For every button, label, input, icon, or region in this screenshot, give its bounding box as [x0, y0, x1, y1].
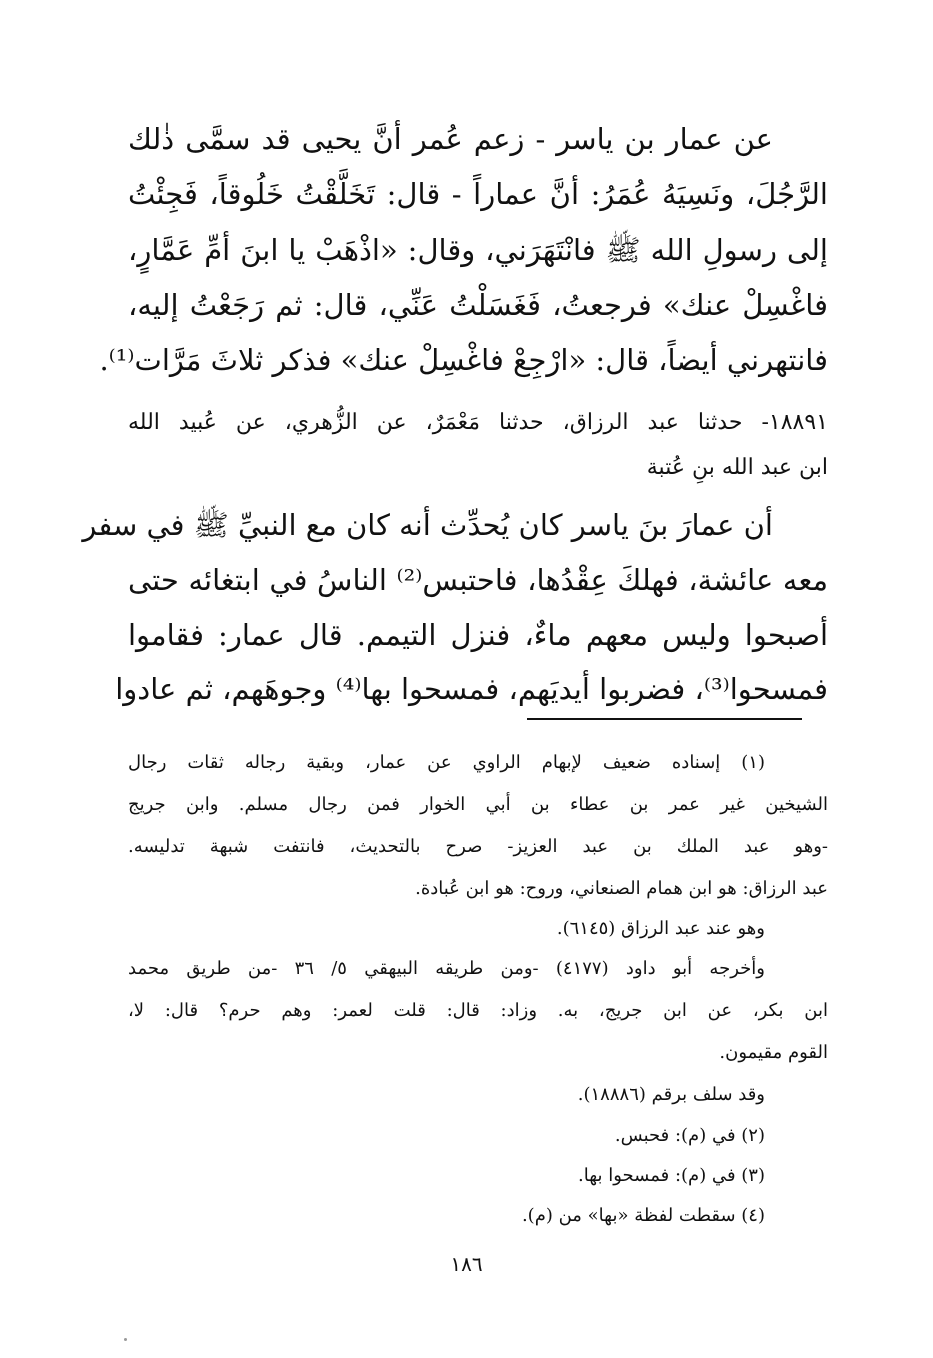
- scan-speck: [124, 1338, 127, 1341]
- page-number: ١٨٦: [450, 1252, 483, 1276]
- hadith-text-line: فمسحوا⁽³⁾، فضربوا أيديَهم، فمسحوا بها⁽⁴⁾ وجوهَهم، ثم عادوا: [115, 672, 828, 706]
- hadith-chain-line: ١٨٨٩١- حدثنا عبد الرزاق، حدثنا مَعْمَرٌ، عن الزُّهري، عن عُبيد الله: [128, 410, 828, 435]
- footnote-line: القوم مقيمون.: [719, 1042, 828, 1063]
- main-text-line: الرَّجُلَ، ونَسِيَهُ عُمَرُ: أنَّ عماراً - قال: تَخَلَّقْتُ خَلُوقاً، فَجِئْتُ: [128, 177, 828, 211]
- footnote-line: (٤) سقطت لفظة «بها» من (م).: [521, 1205, 765, 1226]
- hadith-chain-line: ابن عبد الله بنِ عُتبة: [646, 455, 828, 480]
- footnote-line: (٢) في (م): فحبس.: [614, 1125, 765, 1146]
- footnote-line: وهو عند عبد الرزاق (٦١٤٥).: [556, 918, 765, 939]
- footnote-line: وأخرجه أبو داود (٤١٧٧) -ومن طريقه البيهقي ٥/ ٣٦ -من طريق محمد: [128, 958, 765, 979]
- footnote-line: عبد الرزاق: هو ابن همام الصنعاني، وروح: هو ابن عُبادة.: [415, 878, 828, 899]
- hadith-text-line: أن عمارَ بنَ ياسر كان يُحدِّث أنه كان مع النبيِّ ﷺ في سفر: [82, 508, 773, 542]
- footnote-line: الشيخين غير عمر بن عطاء بن أبي الخوار فمن رجال مسلم. وابن جريج: [128, 794, 828, 815]
- hadith-text-line: أصبحوا وليس معهم ماءٌ، فنزل التيمم. قال عمار: فقاموا: [128, 618, 828, 652]
- main-text-line: فانتهرني أيضاً، قال: «ارْجِعْ فاغْسِلْ عنك» فذكر ثلاثَ مَرَّات⁽¹⁾.: [99, 343, 828, 377]
- footnote-divider: [527, 718, 802, 720]
- footnote-line: وقد سلف برقم (١٨٨٨٦).: [577, 1084, 765, 1105]
- footnote-line: (١) إسناده ضعيف لإبهام الراوي عن عمار، وبقية رجاله ثقات رجال: [128, 752, 765, 773]
- footnote-line: ابن بكر، عن ابن جريج، به. وزاد: قال: قلت لعمر: وهم حرم؟ قال: لا،: [128, 1000, 828, 1021]
- main-text-line: فاغْسِلْ عنك» فرجعتُ، فَغَسَلْتُ عَنِّي، قال: ثم رَجَعْتُ إليه،: [128, 288, 828, 322]
- hadith-text-line: معه عائشة، فهلكَ عِقْدُها، فاحتبس⁽²⁾ الناسُ في ابتغائه حتى: [128, 563, 828, 597]
- main-text-line: عن عمار بن ياسر - زعم عُمر أنَّ يحيى قد سمَّى ذٰلك: [128, 122, 773, 156]
- main-text-line: إلى رسولِ الله ﷺ فانْتَهَرَني، وقال: «اذْهَبْ يا ابنَ أمِّ عَمَّارٍ،: [128, 233, 828, 267]
- footnote-line: -وهو عبد الملك بن عبد العزيز- صرح بالتحديث، فانتفت شبهة تدليسه.: [128, 836, 828, 857]
- footnote-line: (٣) في (م): فمسحوا بها.: [578, 1165, 765, 1186]
